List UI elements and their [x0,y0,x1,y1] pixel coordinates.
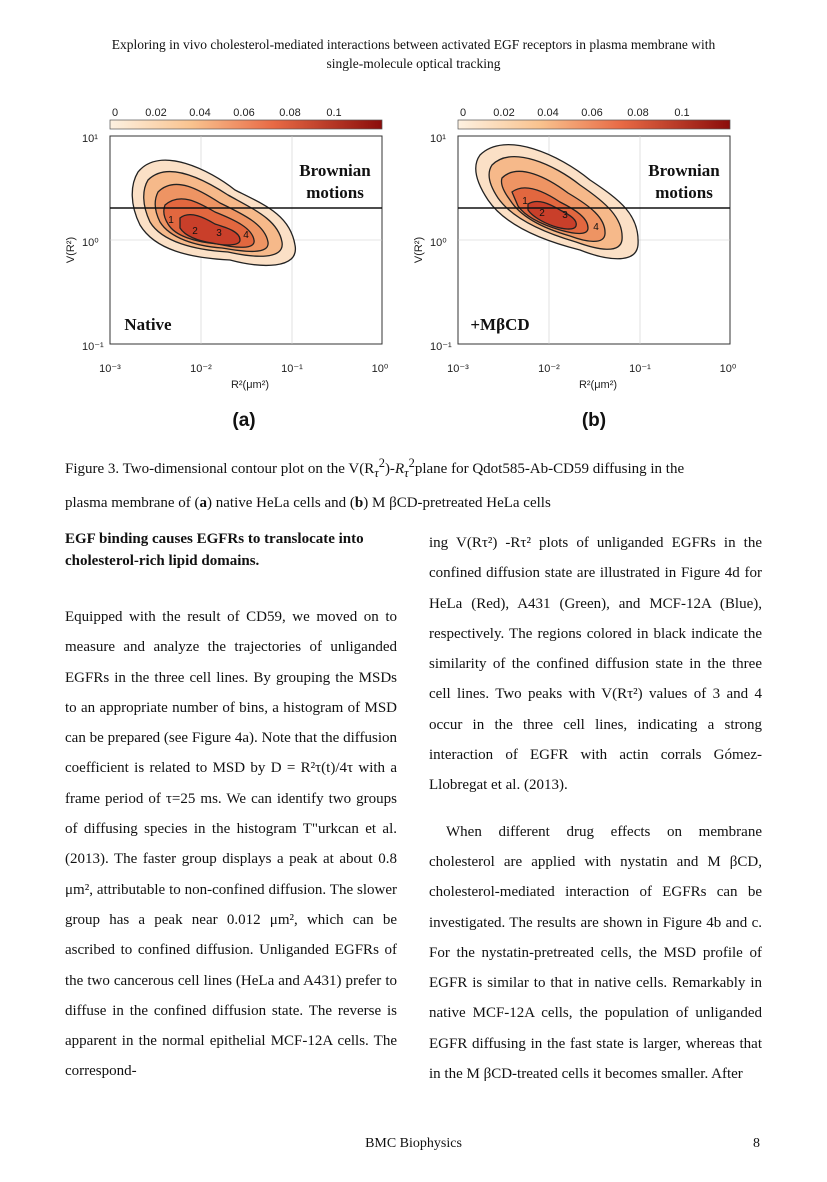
caption-part-5: ) M βCD-pretreated HeLa cells [363,495,551,511]
figure-3 [60,100,780,438]
peak-a-1: 1 [168,215,174,226]
peak-b-1: 1 [522,196,528,207]
cbar-tick-b-2: 0.04 [537,107,559,119]
caption-part-3: plasma membrane of ( [65,495,200,511]
cbar-tick-a-5: 0.1 [326,107,342,119]
cbar-tick-a-4: 0.08 [279,107,301,119]
running-header [40,35,787,73]
xlabel-a: R²(μm²) [230,379,270,391]
cbar-tick-a-0: 0 [111,107,119,119]
mbcd-label: +MβCD [470,315,530,334]
peak-a-3: 3 [216,228,222,239]
cbar-tick-b-4: 0.08 [627,107,649,119]
right-paragraph-1: ing V(Rτ²) -Rτ² plots of unliganded EGFRs in the confined diffusion state are illustrated in Figure 4d for HeLa (Red), A431 (Green), and MCF-12A (Blue), respectively. The regions colored in black indicate the similarity of the confined diffusion state in the three cell lines. Two peaks with V(Rτ²) values of 3 and 4 occur in the three cell lines, indicating a strong interaction of EGFR with actin corrals Gómez-Llobregat et al. (2013). [429,535,762,794]
motions-label-a: motions [306,183,364,202]
xtick-a-1: 10⁻² [190,363,212,375]
footer-journal: BMC Biophysics [365,1136,462,1151]
panel-b [413,107,737,431]
cbar-tick-b-1: 0.02 [493,107,515,119]
colorbar-a [110,120,382,129]
brownian-label-b: Brownian [648,161,720,180]
cbar-tick-a-1: 0.02 [145,107,167,119]
left-paragraph: Equipped with the result of CD59, we moved on to measure and analyze the trajectories of unliganded EGFRs in the three cell lines. By grouping the MSDs to an appropriate number of bins, a histogram of MSD can be prepared (see Figure 4a). Note that the diffusion coefficient is related to MSD by D = R²τ(t)/4τ with a frame period of τ=25 ms. We can identify two groups of diffusing species in the histogram T"urkcan et al. (2013). The faster group displays a peak at about 0.8 μm², attributable to non-confined diffusion. The slower group has a peak near 0.012 μm², which can be ascribed to confined diffusion. Unliganded EGFRs of the two cancerous cell lines (HeLa and A431) prefer to diffuse in the confined diffusion state. The reverse is apparent in the normal epithelial MCF-12A cells. The correspond- [65,609,397,1080]
xtick-b-2: 10⁻¹ [629,363,651,375]
ytick-a-0: 10¹ [82,133,98,145]
panel-a [65,107,389,431]
colorbar-b [458,120,730,129]
page-number: 8 [753,1136,760,1151]
ytick-b-1: 10⁰ [430,237,447,249]
peak-a-4: 4 [243,230,249,241]
header-line-1: Exploring in vivo cholesterol-mediated interactions between activated EGF receptors in plasma membrane with [111,37,716,52]
cbar-tick-b-3: 0.06 [581,107,603,119]
xtick-b-0: 10⁻³ [447,363,469,375]
native-label: Native [124,315,172,334]
xtick-b-3: 10⁰ [719,363,737,375]
caption-part-4: ) native HeLa cells and ( [207,495,355,511]
peak-b-4: 4 [593,222,599,233]
cbar-tick-b-0: 0 [459,107,467,119]
xtick-a-3: 10⁰ [371,363,389,375]
left-column [65,528,397,1087]
brownian-label-a: Brownian [299,161,371,180]
peak-b-2: 2 [539,208,545,219]
ylabel-b: V(R²) [413,236,425,264]
ytick-a-2: 10⁻¹ [82,341,104,353]
caption-part-2: plane for Qdot585-Ab-CD59 diffusing in the [414,461,685,477]
motions-label-b: motions [655,183,713,202]
cbar-tick-a-2: 0.04 [189,107,211,119]
xtick-b-1: 10⁻² [538,363,560,375]
section-heading: EGF binding causes EGFRs to translocate into cholesterol-rich lipid domains. [65,531,364,569]
xtick-a-2: 10⁻¹ [281,363,303,375]
caption-bold-b: b [354,495,364,511]
peak-a-2: 2 [192,226,198,237]
cbar-tick-b-5: 0.1 [674,107,690,119]
caption-part-1: Figure 3. Two-dimensional contour plot on the V(R [65,461,375,477]
xlabel-b: R²(μm²) [578,379,618,391]
ylabel-a: V(R²) [65,236,77,264]
peak-b-3: 3 [562,210,568,221]
figure-caption: Figure 3. Two-dimensional contour plot on the $V(R_\tau^2)-R_\tau^2plane$ for Qdot585-Ab-CD59 diffusing in the plasma membrane of (a) native HeLa cells and (b) M βCD-pretreated HeLa cells [65,456,685,511]
panel-b-tag: (b) [581,410,607,431]
ytick-b-0: 10¹ [430,133,446,145]
header-line-2: single-molecule optical tracking [326,56,501,71]
cbar-tick-a-3: 0.06 [233,107,255,119]
panel-a-tag: (a) [232,410,256,431]
ytick-b-2: 10⁻¹ [430,341,452,353]
right-column [429,528,762,1089]
caption-bold-a: a [199,495,208,511]
ytick-a-1: 10⁰ [82,237,99,249]
xtick-a-0: 10⁻³ [99,363,121,375]
right-paragraph-2: When different drug effects on membrane cholesterol are applied with nystatin and M βCD, cholesterol-mediated interaction of EGFRs can be investigated. The results are shown in Figure 4b and c. For the nystatin-pretreated cells, the MSD profile of EGFR is similar to that in native cells. Remarkably in native MCF-12A cells, the population of unliganded EGFR diffusing in the fast state is larger, whereas that in the M βCD-treated cells it becomes smaller. After [429,823,762,1083]
